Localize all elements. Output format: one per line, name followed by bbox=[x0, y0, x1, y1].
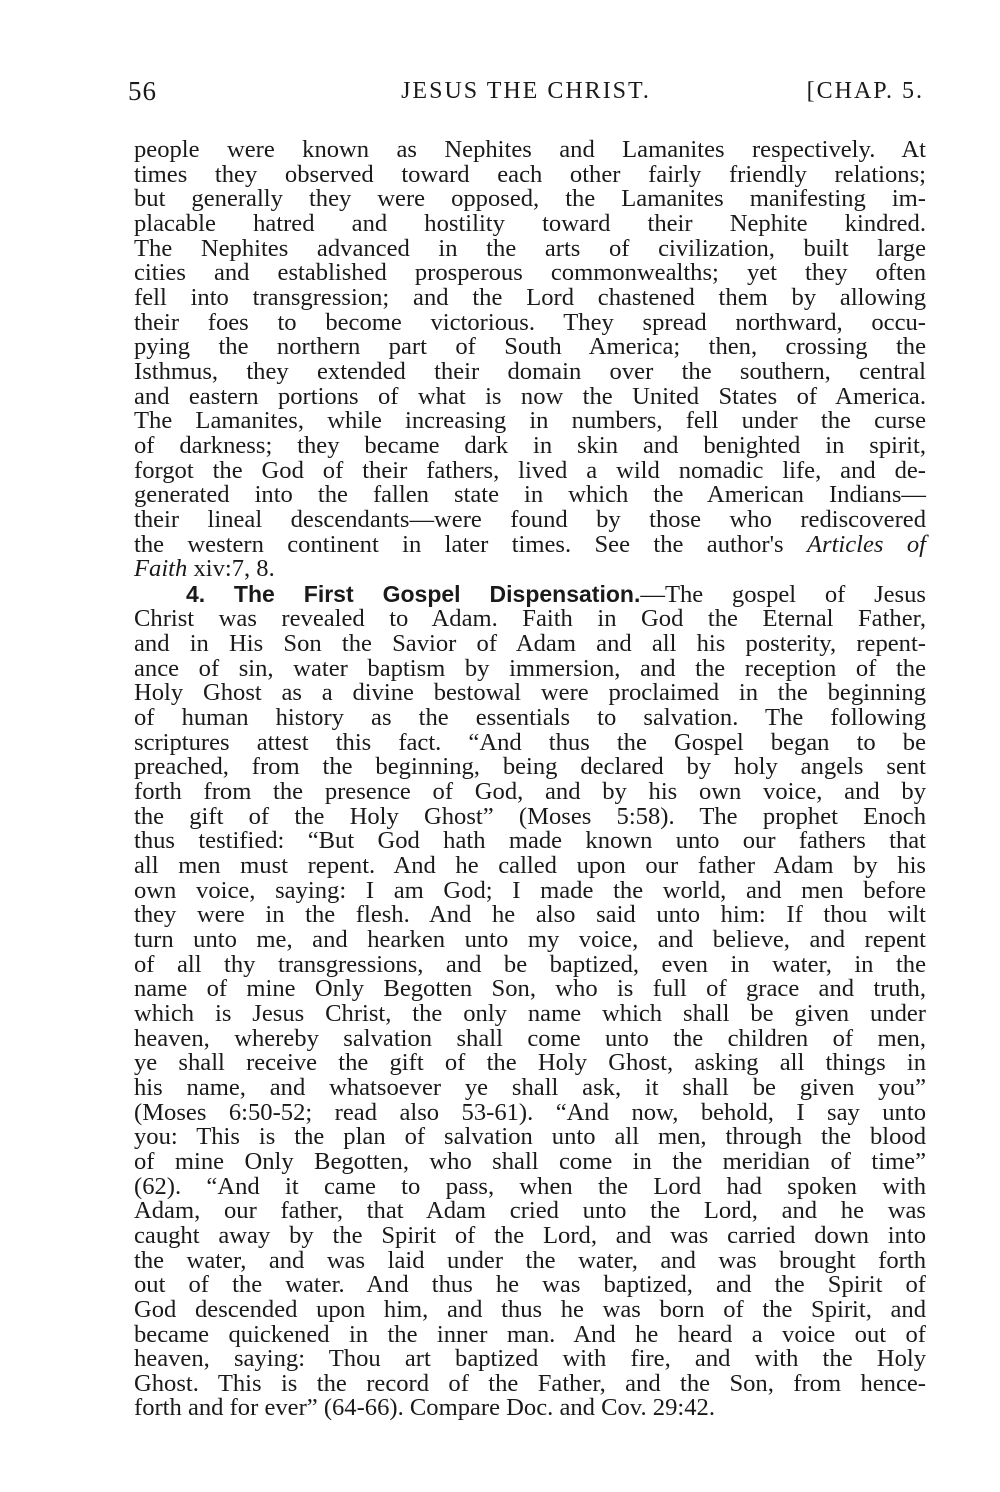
text-line: their lineal descendants—were found by those who rediscovered bbox=[134, 505, 926, 533]
text-line: ance of sin, water baptism by immersion, and the reception of the bbox=[134, 654, 926, 682]
text-line: of mine Only Begotten, who shall come in the meridian of time” bbox=[134, 1147, 926, 1175]
text-line: fell into transgression; and the Lord chastened them by allowing bbox=[134, 283, 926, 311]
text-line: they were in the flesh. And he also said unto him: If thou wilt bbox=[134, 901, 926, 929]
text-line: name of mine Only Begotten Son, who is full of grace and truth, bbox=[134, 975, 926, 1003]
text-line: of human history as the essentials to salvation. The following bbox=[134, 704, 926, 732]
text-line: heaven, saying: Thou art baptized with fire, and with the Holy bbox=[134, 1345, 926, 1373]
book-title-italic: Articles of bbox=[807, 530, 926, 558]
text-line: Christ was revealed to Adam. Faith in God the Eternal Father, bbox=[134, 605, 926, 633]
running-header bbox=[128, 76, 924, 112]
section-title: The First Gospel Dispensation. bbox=[233, 580, 641, 607]
text-line: Isthmus, they extended their domain over the southern, central bbox=[134, 357, 926, 385]
text-line: and eastern portions of what is now the United States of America. bbox=[134, 382, 926, 410]
text-line bbox=[134, 530, 926, 558]
book-title-italic-cont: Faith bbox=[134, 555, 188, 583]
text-line: forth and for ever” (64-66). Compare Doc. and Cov. 29:42. bbox=[134, 1394, 715, 1422]
text-line: the water, and was laid under the water, and was brought forth bbox=[134, 1246, 926, 1274]
text-line: preached, from the beginning, being declared by holy angels sent bbox=[134, 753, 926, 781]
text-fragment: —The gospel of Jesus bbox=[640, 580, 926, 608]
section-heading-line bbox=[134, 582, 926, 608]
text-line: placable hatred and hostility toward their Nephite kindred. bbox=[134, 209, 926, 237]
text-line: ye shall receive the gift of the Holy Ghost, asking all things in bbox=[134, 1049, 926, 1077]
text-line: (62). “And it came to pass, when the Lord had spoken with bbox=[134, 1172, 926, 1200]
running-title: JESUS THE CHRIST. bbox=[401, 78, 651, 104]
page-body bbox=[134, 138, 926, 1421]
text-line: of darkness; they became dark in skin and benighted in spirit, bbox=[134, 431, 926, 459]
text-line: became quickened in the inner man. And he heard a voice out of bbox=[134, 1320, 926, 1348]
text-line: forgot the God of their fathers, lived a wild nomadic life, and de- bbox=[134, 456, 926, 484]
text-line: (Moses 6:50-52; read also 53-61). “And now, behold, I say unto bbox=[134, 1098, 926, 1126]
paragraph-nephites-lamanites bbox=[134, 138, 926, 582]
text-line: thus testified: “But God hath made known unto our fathers that bbox=[134, 827, 926, 855]
text-line: which is Jesus Christ, the only name which shall be given under bbox=[134, 999, 926, 1027]
text-line: his name, and whatsoever ye shall ask, it shall be given you” bbox=[134, 1073, 926, 1101]
chapter-label: [CHAP. 5. bbox=[806, 78, 924, 104]
page-number: 56 bbox=[128, 76, 157, 106]
text-line: times they observed toward each other fairly friendly relations; bbox=[134, 160, 926, 188]
text-line: heaven, whereby salvation shall come unto the children of men, bbox=[134, 1024, 926, 1052]
text-line: The Lamanites, while increasing in numbers, fell under the curse bbox=[134, 407, 926, 435]
text-line: cities and established prosperous commonwealths; yet they often bbox=[134, 259, 926, 287]
text-line: the gift of the Holy Ghost” (Moses 5:58). The prophet Enoch bbox=[134, 802, 926, 830]
text-line: all men must repent. And he called upon our father Adam by his bbox=[134, 852, 926, 880]
text-line: Adam, our father, that Adam cried unto the Lord, and he was bbox=[134, 1197, 926, 1225]
text-line: God descended upon him, and thus he was born of the Spirit, and bbox=[134, 1295, 926, 1323]
citation-reference: xiv:7, 8. bbox=[187, 555, 275, 583]
text-line: turn unto me, and hearken unto my voice, and believe, and repent bbox=[134, 926, 926, 953]
text-line: you: This is the plan of salvation unto all men, through the blood bbox=[134, 1123, 926, 1151]
text-line: people were known as Nephites and Lamanites respectively. At bbox=[134, 136, 926, 163]
text-line: and in His Son the Savior of Adam and all his posterity, repent- bbox=[134, 630, 926, 658]
text-line: out of the water. And thus he was baptized, and the Spirit of bbox=[134, 1271, 926, 1299]
text-line: of all thy transgressions, and be baptized, even in water, in the bbox=[134, 950, 926, 978]
text-line: generated into the fallen state in which the American Indians— bbox=[134, 481, 926, 509]
text-line: their foes to become victorious. They spread northward, occu- bbox=[134, 308, 926, 336]
text-line: but generally they were opposed, the Lamanites manifesting im- bbox=[134, 185, 926, 213]
text-line: pying the northern part of South America; then, crossing the bbox=[134, 333, 926, 361]
text-line: Holy Ghost as a divine bestowal were proclaimed in the beginning bbox=[134, 679, 926, 707]
text-line: The Nephites advanced in the arts of civilization, built large bbox=[134, 234, 926, 262]
text-fragment: the western continent in later times. See the author's bbox=[134, 530, 807, 558]
text-line: forth from the presence of God, and by his own voice, and by bbox=[134, 778, 926, 806]
section-first-gospel-dispensation bbox=[134, 582, 926, 1421]
text-line: Ghost. This is the record of the Father, and the Son, from hence- bbox=[134, 1369, 926, 1397]
section-number: 4. bbox=[186, 580, 206, 607]
text-line: own voice, saying: I am God; I made the world, and men before bbox=[134, 876, 926, 904]
text-line: scriptures attest this fact. “And thus the Gospel began to be bbox=[134, 728, 926, 756]
text-line bbox=[134, 557, 926, 582]
text-line: caught away by the Spirit of the Lord, and was carried down into bbox=[134, 1221, 926, 1249]
